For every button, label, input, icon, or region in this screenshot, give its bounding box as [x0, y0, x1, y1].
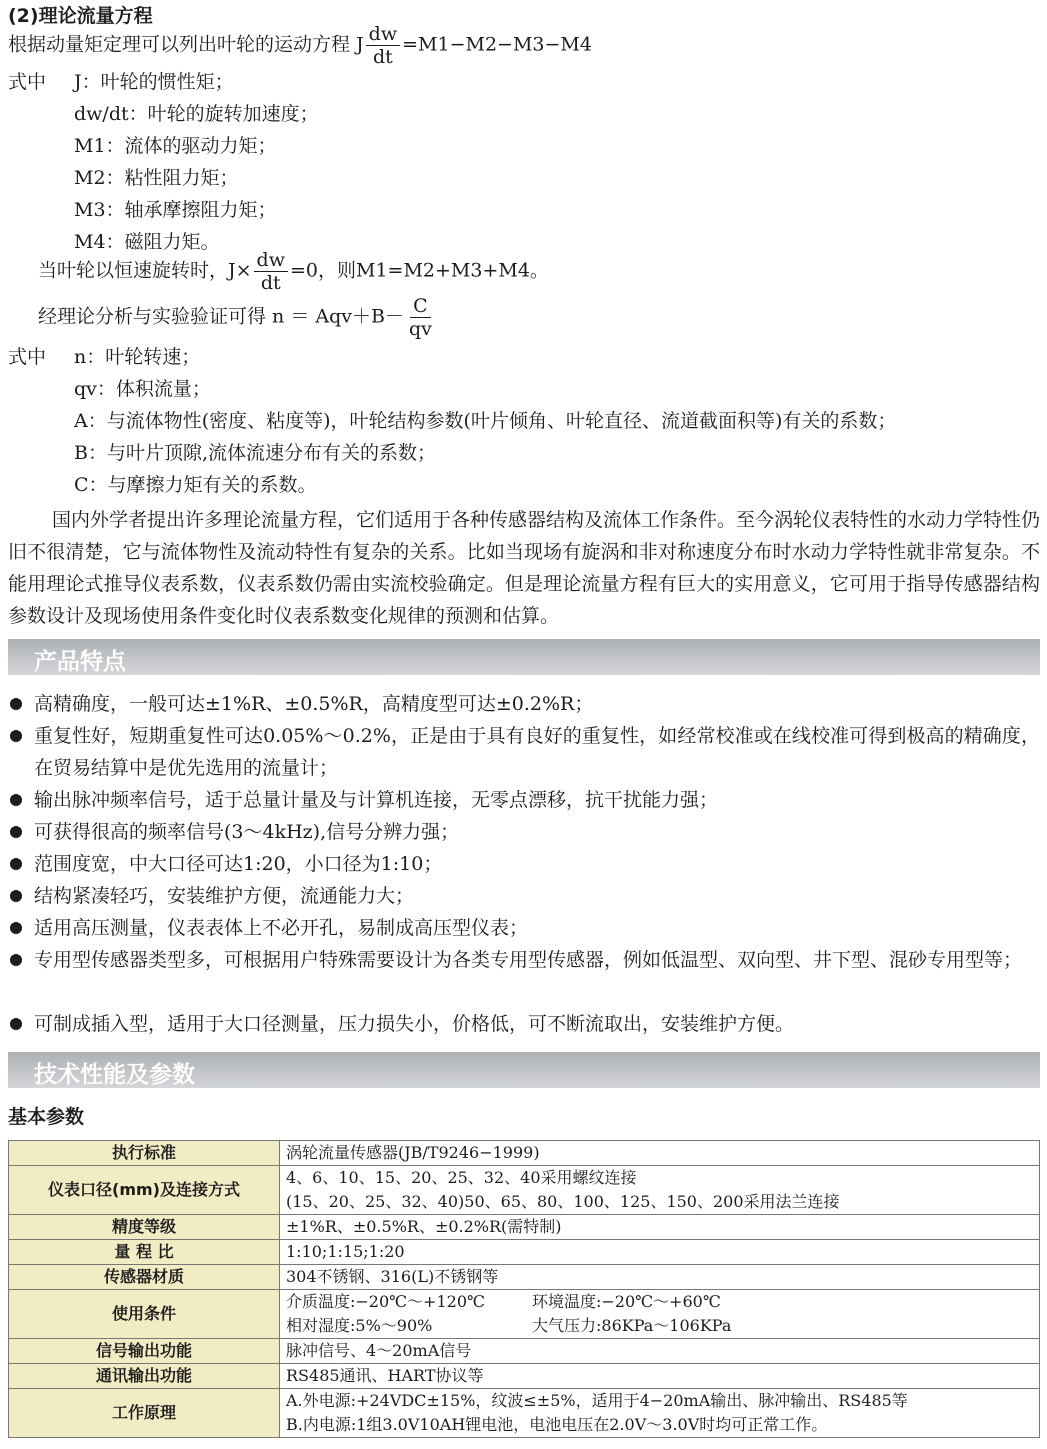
eq1-rhs: =M1−M2−M3−M4 — [402, 33, 592, 56]
feature-item: 可获得很高的频率信号(3～4kHz),信号分辨力强； — [8, 816, 1040, 848]
definition-B: B：与叶片顶隙,流体流速分布有关的系数； — [74, 442, 437, 464]
where-label-2: 式中 — [8, 346, 47, 368]
feature-item: 适用高压测量，仪表表体上不必开孔，易制成高压型仪表； — [8, 912, 1040, 944]
row-label: 仪表口径(mm)及连接方式 — [9, 1166, 280, 1215]
fraction-C-qv: $\frac{C}{qv}$ — [408, 295, 432, 340]
table-row — [9, 1141, 1040, 1166]
section-bar-features — [8, 639, 1040, 675]
row-value: 4、6、10、15、20、25、32、40采用螺纹连接 — [280, 1166, 1040, 1191]
row-value: 1:10;1:15;1:20 — [280, 1240, 1040, 1265]
medium-temp: 介质温度:−20℃～+120℃ — [286, 1292, 485, 1311]
eq1-prefix: 根据动量矩定理可以列出叶轮的运动方程 J — [8, 33, 364, 56]
row-value — [280, 1290, 1040, 1315]
feature-item: 输出脉冲频率信号，适于总量计量及与计算机连接，无零点漂移，抗干扰能力强； — [8, 784, 1040, 816]
table-row — [9, 1290, 1040, 1315]
features-title: 产品特点 — [34, 649, 126, 675]
table-row — [9, 1166, 1040, 1191]
row-value: B.内电源:1组3.0V10AH锂电池，电池电压在2.0V～3.0V时均可正常工作。 — [280, 1413, 1040, 1438]
bullet-icon — [10, 730, 22, 742]
table-row — [9, 1389, 1040, 1414]
feature-item: 专用型传感器类型多，可根据用户特殊需要设计为各类专用型传感器，例如低温型、双向型、井下型、混砂专用型等； — [8, 944, 1040, 976]
bullet-icon — [10, 1018, 22, 1030]
where-label-1: 式中 — [8, 71, 47, 93]
theory-paragraph: 国内外学者提出许多理论流量方程，它们适用于各种传感器结构及流体工作条件。至今涡轮仪表特性的水动力学特性仍旧不很清楚，它与流体物性及流动特性有复杂的关系。比如当现场有旋涡和非对称速度分布时水动力学特性就非常复杂。不能用理论式推导仪表系数，仪表系数仍需由实流校验确定。但是理论流量方程有巨大的实用意义，它可用于指导传感器结构参数设计及现场使用条件变化时仪表系数变化规律的预测和估算。 — [8, 509, 1041, 627]
eq2-prefix: 当叶轮以恒速旋转时，J× — [38, 259, 252, 282]
feature-item: 范围度宽，中大口径可达1:20，小口径为1:10； — [8, 848, 1040, 880]
eq2-rhs: =0，则M1=M2+M3+M4。 — [289, 259, 549, 282]
bullet-icon — [10, 698, 22, 710]
eq3-prefix: 经理论分析与实验验证可得 n ＝ Aqv＋B－ — [38, 305, 404, 328]
bullet-icon — [10, 954, 22, 966]
row-label: 通讯输出功能 — [9, 1364, 280, 1389]
row-label: 量 程 比 — [9, 1240, 280, 1265]
bullet-icon — [10, 794, 22, 806]
row-label: 工作原理 — [9, 1389, 280, 1438]
definition-C: C：与摩擦力矩有关的系数。 — [74, 474, 317, 496]
bullet-icon — [10, 890, 22, 902]
section-bar-tech — [8, 1052, 1040, 1088]
bullet-icon — [10, 858, 22, 870]
atmos-pressure: 大气压力:86KPa～106KPa — [532, 1316, 732, 1335]
row-value: 304不锈钢、316(L)不锈钢等 — [280, 1265, 1040, 1290]
fraction-dw-dt-2: $\frac{dw}{dt}$ — [254, 250, 288, 293]
feature-item: 结构紧凑轻巧，安装维护方便，流通能力大； — [8, 880, 1040, 912]
definition-M4: M4：磁阻力矩。 — [74, 231, 220, 253]
humidity: 相对湿度:5%～90% — [286, 1316, 433, 1335]
definition-A: A：与流体物性(密度、粘度等)，叶轮结构参数(叶片倾角、叶轮直径、流道截面积等)有关的系数； — [74, 410, 897, 432]
params-table — [8, 1140, 1040, 1438]
definition-qv: qv：体积流量； — [74, 378, 211, 400]
equation-motion — [8, 24, 592, 67]
section-heading-theory: (2)理论流量方程 — [8, 5, 153, 27]
row-label: 使用条件 — [9, 1290, 280, 1339]
tech-title: 技术性能及参数 — [34, 1062, 195, 1088]
basic-params-subtitle: 基本参数 — [8, 1106, 85, 1128]
table-row — [9, 1364, 1040, 1389]
feature-item: 重复性好，短期重复性可达0.05%～0.2%，正是由于具有良好的重复性，如经常校准或在线校准可得到极高的精确度，在贸易结算中是优先选用的流量计； — [8, 720, 1040, 784]
feature-item: 高精确度，一般可达±1%R、±0.5%R，高精度型可达±0.2%R； — [8, 688, 1040, 720]
row-label: 信号输出功能 — [9, 1339, 280, 1364]
equation-constant-speed — [38, 250, 549, 293]
definition-n: n：叶轮转速； — [74, 346, 201, 368]
table-row — [9, 1240, 1040, 1265]
row-value — [280, 1314, 1040, 1339]
equation-flow — [38, 296, 437, 339]
fraction-dw-dt: $\frac{dw}{dt}$ — [366, 24, 400, 67]
row-value: 涡轮流量传感器(JB/T9246−1999) — [280, 1141, 1040, 1166]
row-value: A.外电源:+24VDC±15%，纹波≤±5%，适用于4−20mA输出、脉冲输出、RS485等 — [280, 1389, 1040, 1414]
table-row — [9, 1265, 1040, 1290]
row-value: ±1%R、±0.5%R、±0.2%R(需特制) — [280, 1215, 1040, 1240]
ambient-temp: 环境温度:−20℃～+60℃ — [532, 1292, 721, 1311]
row-value: (15、20、25、32、40)50、65、80、100、125、150、200采用法兰连接 — [280, 1190, 1040, 1215]
row-label: 执行标准 — [9, 1141, 280, 1166]
row-label: 精度等级 — [9, 1215, 280, 1240]
table-row — [9, 1215, 1040, 1240]
definition-M2: M2：粘性阻力矩； — [74, 167, 239, 189]
feature-item: 可制成插入型，适用于大口径测量，压力损失小，价格低，可不断流取出，安装维护方便。 — [8, 1008, 1040, 1040]
definition-J: J：叶轮的惯性矩； — [74, 71, 234, 93]
definition-M1: M1：流体的驱动力矩； — [74, 135, 277, 157]
definition-M3: M3：轴承摩擦阻力矩； — [74, 199, 277, 221]
bullet-icon — [10, 826, 22, 838]
row-label: 传感器材质 — [9, 1265, 280, 1290]
table-row — [9, 1339, 1040, 1364]
definition-dwdt: dw/dt：叶轮的旋转加速度； — [74, 103, 319, 125]
row-value: RS485通讯、HART协议等 — [280, 1364, 1040, 1389]
bullet-icon — [10, 922, 22, 934]
row-value: 脉冲信号、4～20mA信号 — [280, 1339, 1040, 1364]
